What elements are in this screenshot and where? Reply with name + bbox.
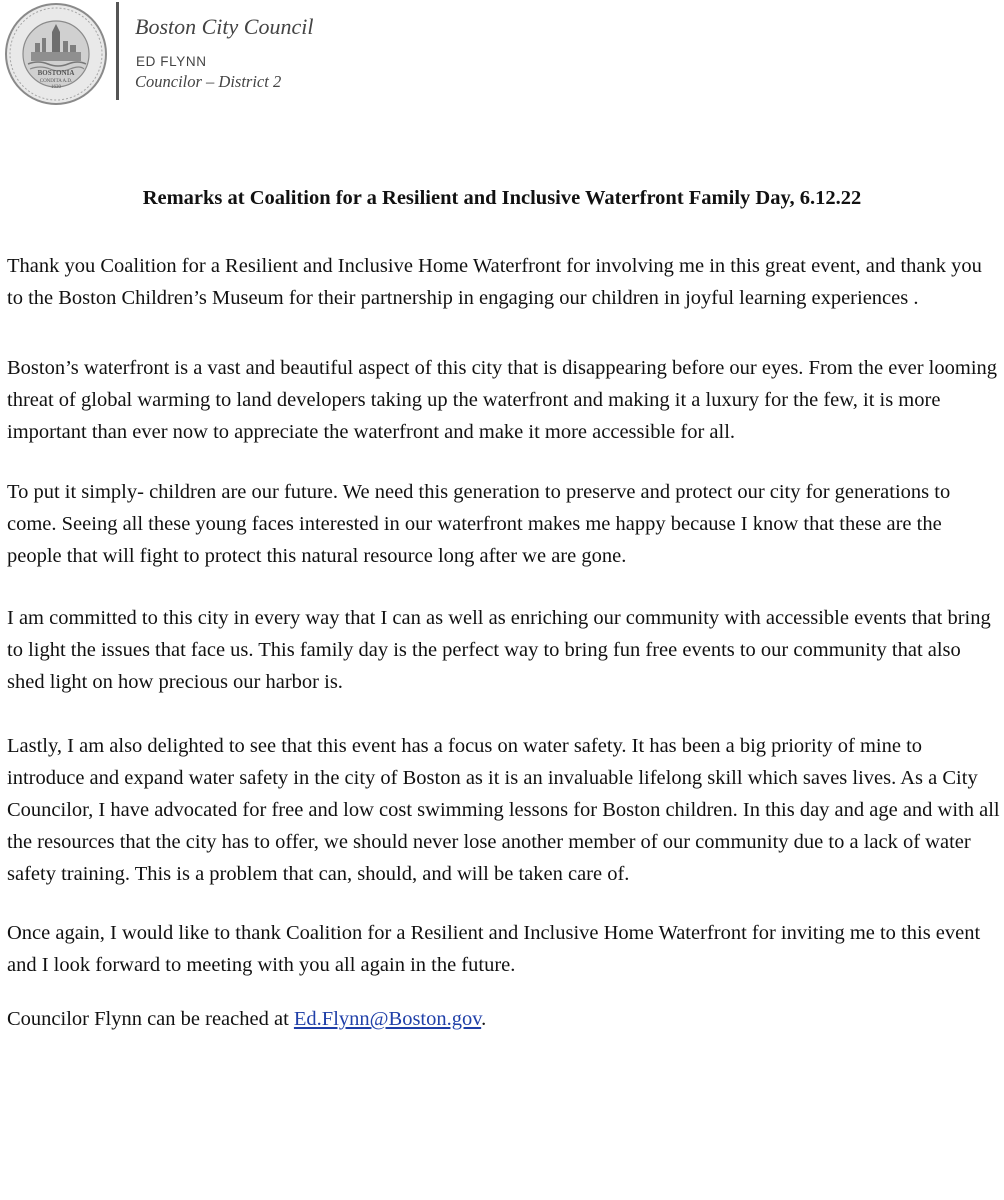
org-name: Boston City Council — [135, 14, 314, 39]
person-name: ED FLYNN — [136, 54, 207, 69]
document-title: Remarks at Coalition for a Resilient and Inclusive Waterfront Family Day, 6.12.22 — [142, 187, 862, 209]
paragraph-waterfront: Boston’s waterfront is a vast and beautiful aspect of this city that is disappearing before our eyes. From the ever looming threat of global warming to land developers taking up the waterfront and making it a luxury for the few, it is more important than ever now to appreciate the waterfront and make it more accessible for all. — [7, 357, 998, 443]
contact-suffix: . — [481, 1008, 487, 1030]
email-link[interactable]: Ed.Flynn@Boston.gov — [293, 1008, 482, 1030]
letterhead-divider — [116, 2, 119, 100]
document-body — [7, 250, 1001, 1065]
contact-prefix: Councilor Flynn can be reached at — [7, 1008, 294, 1030]
paragraph-water-safety: Lastly, I am also delighted to see that this event has a focus on water safety. It has been a big priority of mine to introduce and expand water safety in the city of Boston as it is an invaluable lifelong skill which saves lives. As a City Councilor, I have advocated for free and low cost swimming lessons for Boston children. In this day and age and with all the resources that the city has to offer, we should never lose another member of our community due to a lack of water safety training. This is a problem that can, should, and will be taken care of. — [7, 735, 1000, 885]
contact-line — [7, 1003, 1001, 1035]
paragraph-thanks: Thank you Coalition for a Resilient and Inclusive Home Waterfront for involving me in this great event, and thank you to the Boston Children’s Museum for their partnership in engaging our children in joyful learning experiences . — [7, 255, 982, 309]
paragraph-children: To put it simply- children are our future. We need this generation to preserve and protect our city for generations to come. Seeing all these young faces interested in our waterfront makes me happy because I know that these are the people that will fight to protect this natural resource long after we are gone. — [7, 481, 951, 567]
city-seal-icon — [4, 2, 108, 106]
paragraph-closing: Once again, I would like to thank Coalition for a Resilient and Inclusive Home Waterfront for inviting me to this event and I look forward to meeting with you all again in the future. — [7, 922, 981, 976]
paragraph-commitment: I am committed to this city in every way that I can as well as enriching our community with accessible events that bring to light the issues that face us. This family day is the perfect way to bring fun free events to our community that also shed light on how precious our harbor is. — [7, 607, 991, 693]
seal-year: 1630 — [51, 85, 61, 90]
person-title: Councilor – District 2 — [135, 72, 282, 91]
seal-motto: BOSTONIA — [37, 69, 75, 77]
letterhead — [0, 0, 1004, 110]
seal-motto-line2: CONDITA A.D. — [39, 79, 73, 84]
